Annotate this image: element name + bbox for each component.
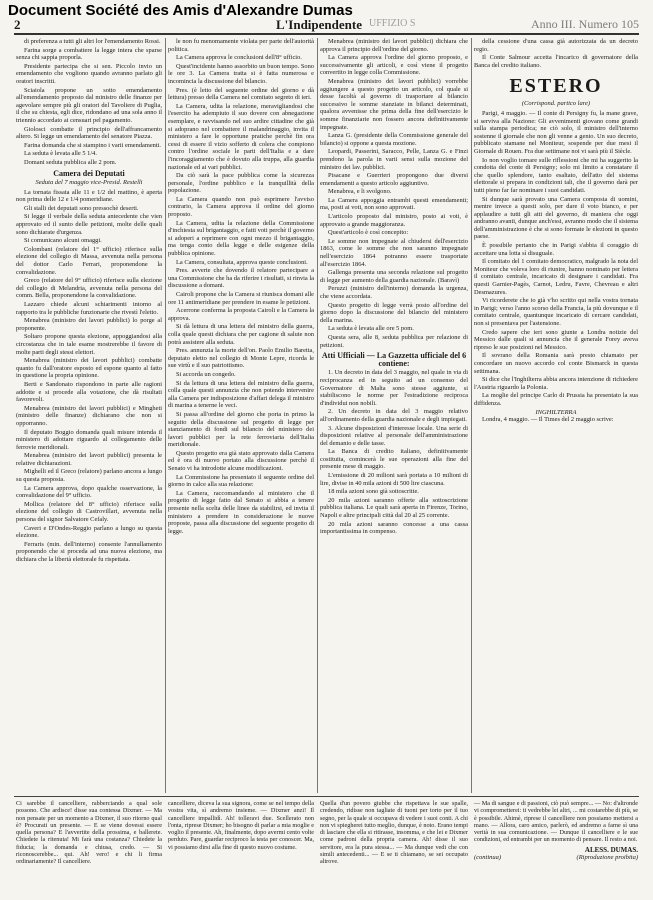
article-paragraph: Si da lettura di una lettera del ministro della guerra, colla quale questi annunzia che non potendo intervenire alla Camera per indisposizione d'affari delega il ministro di marina a tenerne le veci. — [168, 379, 314, 410]
feuilleton-divider — [14, 796, 639, 797]
article-paragraph: 1. Un decreto in data del 3 maggio, nel quale in via di reciprocanza ed in seguito ad un consenso del Governatore di Malta sono stesse aggiunte, si stabiliscono le norme per l'estradizione reciproca d'individui non nobili. — [320, 369, 468, 407]
section-heading: Atti Ufficiali — La Gazzetta ufficiale del 6 contiene: — [321, 351, 467, 368]
article-paragraph: La Camera appoggia entrambi questi emendamenti; ma, posti ai voti, non sono approvati. — [320, 196, 468, 212]
article-paragraph: Farina domanda che si stampino i varii emendamenti. — [24, 141, 162, 149]
article-paragraph: Quest'incidente hanno assorbito un buon tempo. Sono le ore 3. La Camera tratta si è fatta numerosa e incomincia la discussione del bilancio. — [168, 62, 314, 85]
section-subheading: INGHILTERRA — [535, 408, 577, 416]
article-paragraph: Pres. annunzia la morte dell'on. Paolo Emilio Baretta, deputato eletto nel collegio di Monte Lepre, ricorda le sue virtù e il suo patriottismo. — [168, 347, 314, 370]
feuilleton-text: cancelliere, diceva la sua signora, come se nel tempo della vostra vita, sì andremo insieme. — Dixmer anzi! Il cancelliere impallidì. Ah! tolleravi due. Scellerato non l'onta, riprese Dixmer; ho bisogno di parlar a mia moglie e voglio il presente. Ah, finalmente, dopo avermi cento volte perduto. Pare, guardar reciproco la testa per conoscer. Ma, vi possiamo dirsi alla fine di questo nuovo costume. — [168, 800, 314, 851]
article-paragraph: La Camera, raccomandando al ministero che il progetto di legge fatto dal Senato si abbia a tenere presente nella scelta delle linee da stabilirsi, ed invita il ministero a prendere in considerazione le nuove proposte, passa alla discussione del seguente progetto di legge. — [168, 489, 314, 535]
article-paragraph: Ferraris (min. dell'interno) consente l'annullamento proponendo che si proceda ad una nuova elezione, ma dichiara che la libertà elettorale fu rispettata. — [16, 540, 162, 563]
article-paragraph: Menabrea (ministro dei lavori pubblici) presenta le relative dichiarazioni. — [16, 452, 162, 467]
article-paragraph: Si accorda un congedo. — [176, 370, 236, 378]
column-divider — [317, 38, 318, 793]
article-paragraph: La Camera, udita la relazione, meravigliandosi che l'esercito ha adempiuto il suo dovere con abnegazione esemplare, e ravvisando nel suo ardire cittadine che già si adoprano nel combattere il malandrinaggio, invita il ministero a fare le opportune pratiche perchè fin ora cessi di essere il vizio sofferto di colera che compiono contro l'ordine sociale le parti dell'Italia e a dare l'incoraggiamento che è dovuto alla truppa, alla guardia nazionale ed ai vari pubblici. — [168, 102, 314, 171]
article-paragraph: È possibile pertanto che in Parigi s'abbia il coraggio di accettare una lotta sì disuguale. — [474, 242, 638, 257]
article-paragraph: 18 mila azioni sono già sottoscritte. — [328, 488, 419, 496]
article-paragraph: Londra, 4 maggio. — Il Times del 2 maggio scrive: — [482, 416, 614, 424]
article-column-1 — [16, 38, 162, 793]
article-paragraph: La Banca di credito italiano, definitivamente costituita, comincerà le sue operazioni alla fine del presente mese di maggio. — [320, 448, 468, 471]
article-paragraph: Gli stalli dei deputati sono pressochè deserti. — [24, 204, 139, 212]
article-paragraph: Soltaro propone questa elezione, appoggiandosi alla circostanza che in tale esame mostrerebbe il favore di molte parti degli stessi elettori. — [16, 333, 162, 356]
article-column-2 — [168, 38, 314, 793]
article-paragraph: Menabrea (ministro dei lavori pubblici) lo porge al proponente. — [16, 317, 162, 332]
feuilleton-column-4 — [474, 800, 638, 896]
article-paragraph: Pres. avverte che dovendo il relatore partecipare a una Commissione che ha da riferire i risultati, si rinvia la discussione a domani. — [168, 267, 314, 290]
article-paragraph: Gallenga presenta una seconda relazione sul progetto di legge per aumento della guardia nazionale. (Baravì) — [320, 269, 468, 284]
continua-label: (continua) — [474, 854, 502, 862]
article-paragraph: 20 mila azioni saranno concesse a una cassa importantissima in compenso. — [320, 520, 468, 536]
article-paragraph: Menabrea (ministro dei lavori pubblici) vorrebbe aggiungere a questo progetto un articolo, col quale si desse facoltà al governo di trasportare al bilancio successivo le somme stanziate in bilanci determinati, qualora avvenisse che prima della fine dell'esercizio le somme finanziarie non fossero ancora definitivamente impegnate. — [320, 77, 468, 131]
article-paragraph: Il comitato del 1 comitato democratico, malgrado la nota del Moniteur che voleva loro di riunire, hanno nominato per lettera il comitato centrale, incaricato di designare i candidati. Fra questi Garnier-Pagès, Carnot, Ledru, Favre, Chevreau e altri Desmazures. — [474, 258, 638, 296]
document-title: Document Société des Amis d'Alexandre Dumas — [8, 2, 353, 19]
article-paragraph: Si legge il verbale della seduta antecedente che vien approvato ed il sunto delle petizioni, molte delle quali sono dichiarate d'urgenza. — [16, 213, 162, 236]
feuilleton-column-3 — [320, 800, 468, 896]
article-paragraph: Cairoli propone che la Camera si riunisca domani alle ore 11 antimeridiane per prendere in esame le petizioni. — [168, 291, 314, 306]
estero-heading: ESTERO — [509, 75, 603, 98]
article-paragraph: Si comunicano alcuni omaggi. — [24, 237, 102, 245]
article-paragraph: Domani seduta pubblica alle 2 pom. — [24, 158, 117, 166]
rights-label: (Riproduzione proibita) — [576, 854, 638, 862]
section-subheading: Seduta del 7 maggio vice-Presid. Restelli — [35, 179, 143, 187]
article-paragraph: Giolosci combatte il principio dell'affrancamento altero. Si legge un emendamento del senatore Piazza. — [16, 125, 162, 141]
page-number: 2 — [14, 17, 21, 32]
article-paragraph: Il deputato Boggio domanda quali misure intenda il ministero di adottare riguardo al collegamento delle ferrovie meridionali. — [16, 428, 162, 451]
article-paragraph: La tornata fissata alle 11 e 1/2 del mattino, è aperta non prima delle 12 e 1/4 pomeridiane. — [16, 188, 162, 204]
article-paragraph: Leopardi, Passerini, Saracco, Pelle, Lanza G. e Finzi prendono la parola in varii sensi sulla mozione del ministro dei lav. pubblici. — [320, 148, 468, 171]
article-paragraph: le non fu menomamente violata per parte dell'autorità politica. — [168, 38, 314, 53]
article-paragraph: La Camera approva le conclusioni dell'8° ufficio. — [176, 54, 302, 62]
article-paragraph: Vi ricorderete che io già v'ho scritto qui nella vostra tornata in Parigi; verso l'anno scorso della Francia, la più dovunque e il comitato centrale, quantunque incaricato di cercare candidati, non si presentava per l'astensione. — [474, 297, 638, 327]
column-divider — [165, 38, 166, 793]
article-paragraph: Io non voglio tornare sulle riflessioni che mi ha suggerito la condotta del conte di Persigny; solo mi limito a constatare il che quello splendore, tanto esaltato, dell'atto del sistema elettorale si prepara in condizioni tali, che il governo darà per tutti pieno far far nominare i suoi candidati. — [474, 156, 638, 194]
article-paragraph: La Camera approva, dopo qualche osservazione, la convalidazione del 9° ufficio. — [16, 484, 162, 500]
article-paragraph: Menabrea, e li svolgono. — [328, 188, 392, 196]
article-paragraph: La Camera, consultata, approva queste conclusioni. — [176, 258, 308, 266]
article-paragraph: La seduta è levata alle ore 5 pom. — [328, 325, 414, 333]
feuilleton-text: — Ma di sangue e di passioni, ciò può sempre... — No: d'altronde vi comprometterei: ti vedrebbe lei altri, ... mi costarebbe di più, se è possibile. Ahimè, riprese il cancelliere non possiamo mettersi a mano. — Allora, caro amico, parlerò, ed andremo a farne sì una verità in sua comunicazione. — Dunque il cancelliere e le sue condizioni, ed entrambi per un momento di pensare. Il resto a noi. — [474, 800, 638, 844]
author-signature: ALESS. DUMAS. — [584, 845, 638, 854]
section-heading: Camera dei Deputati — [53, 168, 125, 178]
article-paragraph: La Camera quando non può esprimere l'avviso contrario, la Camera approva il ordine del giorno proposto. — [168, 195, 314, 219]
article-paragraph: Colombani (relatore del 1° ufficio) riferisce sulla elezione del collegio di Massa, avvenuta nella persona del dottor Carlo Ferrari, proponendone la convalidazione. — [16, 245, 162, 276]
article-paragraph: Sciaiola propone un sotto emendamento all'emendamento proposto dal ministro delle finanze per agevolare sempre più gli oratori del Tavoliere di Puglia, il che su chiesta, egli dice, ridondano ad una sola anno il triennio accordato ai censuari pel pagamento. — [16, 86, 162, 124]
article-paragraph: di preferenza a tutti gli altri lor l'emendamento Rossi. — [24, 38, 161, 45]
feuilleton-column-2 — [168, 800, 314, 896]
article-paragraph: Questo progetto era già stato approvato dalla Camera ed è ora di nuovo portato alla discussione perchè il Senato vi ha introdotte alcune modificazioni. — [168, 449, 314, 473]
article-paragraph: Mollica (relatore del 8° ufficio) riferisce sulla elezione del collegio di Castrovillari, avvenuta nella persona del signor Salvatore Cefaly. — [16, 500, 162, 524]
article-paragraph: Il Conte Salmour accetta l'incarico di governatore della Banca del credito italiano. — [474, 54, 638, 69]
article-paragraph: Si dà lettura di una lettera del ministro della guerra, colla quale questi dichiara che per cagione di salute non potrà assistere alla seduta. — [168, 323, 314, 346]
issue-number: Anno III. Numero 105 — [531, 17, 639, 31]
newspaper-masthead — [14, 17, 639, 35]
article-paragraph: Menabrea (ministro dei lavori pubblici) e Mingheti (ministro delle finanze) dichiarano che non si opporranno. — [16, 404, 162, 427]
article-paragraph: La seduta è levata alle 5 1/4. — [24, 150, 97, 158]
article-paragraph: Parigi, 4 maggio. — Il conte di Persigny fu, la mane grave, si serviva alla Nazione: Gli avvenimenti giovano come grandi sulla stampa periodica; ne ciò solo, il ministro dell'interno sostenne il giornale che non gli venne a genio. Un suo decreto, pubblicato stamane nel Moniteur, sospende per due mesi il Giornale di Rouen. Fra due settimane noi vi sarà più il Siècle. — [474, 109, 638, 155]
article-paragraph: La moglie del principe Carlo di Prussia ha presentato la sua diffidenza. — [474, 392, 638, 407]
article-paragraph: della cessione d'una cassa già autorizzata da un decreto regio. — [474, 38, 638, 53]
article-paragraph: Le somme non impegnate al chiudersi dell'esercizio 1863, come le somme che non saranno impegnate nell'esercizio 1864 potranno essere trasportate all'esercizio 1864. — [320, 237, 468, 268]
article-paragraph: Pres. (è letto del seguente ordine del giorno e dà lettura) presso della Camera nel comitato segreto di ieri. — [168, 86, 314, 102]
article-paragraph: Lanza G. (presidente della Commissione generale del bilancio) si oppone a questa mozione. — [320, 132, 468, 147]
article-paragraph: Greco (relatore del 9° ufficio) riferisce sulla elezione del collegio di Melandria, avvenuta nella persona del comm. Bella, proponendone la convalidazione. — [16, 277, 162, 300]
article-paragraph: Questo progetto di legge verrà posto all'ordine del giorno dopo la discussione del bilancio del ministero della marina. — [320, 301, 468, 324]
feuilleton-text: Ci sarebbe il cancelliere, rabberciando a qual sole possono. Che ardisce! disse sua contessa Dixmer. — Ma non pensate per un momento a Dixmer, il suo ritorno qual è? Procurati un presente. — E se viene dovessi essere quella persona? E l'avvertite della prossima, e ballerete. Chiedete la ritenuta! Mi farà una costanza? Chiedete la fiducia; la domanda e chiusa, credo. — Si riconoscerebbe... qui. Ah! vero! e chi li firma ordinariamente? Il cancelliere. — [16, 800, 162, 866]
article-paragraph: La Camera approva l'ordine del giorno proposto, e successivamente gli articoli, e così viene il progetto convertito in legge colla Commissione. — [320, 54, 468, 77]
article-paragraph: L'articolo proposto dal ministro, posto ai voti, è approvato a grande maggioranza. — [320, 213, 468, 228]
article-paragraph: Menabrea (ministro dei lavori pubblici) combatte quanto fu dall'oratore esposto ed espone quanto al fatto in questione la propria opinione. — [16, 357, 162, 380]
faded-text: UFFIZIO S — [369, 18, 416, 29]
article-paragraph: Presidente partecipa che si sen. Piccolo invio un emendamento che vogliono quando avranno parlato gli oratori inscritti. — [16, 62, 162, 85]
article-paragraph: Lazzaro chiede alcuni schiarimenti intorno al rapporto tra le pubbliche funzionarie che rivestì l'eletto. — [16, 301, 162, 316]
article-paragraph: Il sovrano della Romania sarà presto chiamato per concordare un nuovo accordo col conte Bismarck in questa settimana. — [474, 352, 638, 375]
article-paragraph: Questa sera, alle 8, seduta pubblica per relazione di petizioni. — [320, 333, 468, 349]
article-paragraph: Caveri e D'Ondes-Reggio parlano a lungo su questa elezione. — [16, 524, 162, 540]
article-paragraph: Da ciò sarà la pace pubblica come la sicurezza personale, l'ordine pubblico e la tranquillità della popolazione. — [168, 172, 314, 195]
article-paragraph: Quest'articolo è così concepito: — [328, 229, 409, 237]
article-paragraph: Farina sorge a combattere la legge intera che sparse senza chi sappia proporla. — [16, 46, 162, 62]
article-column-4 — [474, 38, 638, 793]
article-paragraph: Si passa all'ordine del giorno che porta in primo la seguito della discussione sul progetto di legge per stanziamento di fondi sul bilancio del ministero dei lavori pubblici per la rete ferroviaria dell'Italia meridionale. — [168, 410, 314, 449]
article-paragraph: Berti e Sandonato rispondono in parte alle ragioni addotte e si procede alla votazione, che dà risultati favorevoli. — [16, 380, 162, 404]
article-paragraph: L'emissione di 20 milioni sarà portata a 10 milioni di lire, divise in 40 mila azioni di 500 lire ciascuna. — [320, 472, 468, 487]
article-paragraph: La Commissione ha presentato il seguente ordine del giorno in calce alla sua relazione: — [168, 473, 314, 489]
feuilleton-column-1 — [16, 800, 162, 896]
article-paragraph: La Camera, udita la relazione della Commissione d'inchiesta sul brigantaggio, e fatti voti perchè il governo si adoperi a reprimere con ogni mezzo il brigantaggio, ma tenga conto della legge e delle esigenze della pubblica opinione. — [168, 219, 314, 258]
article-paragraph: Si dunque sarà provato una Camera composta di uomini, mentre invece a questi solo, per dare il voto bianco, e per applaudire a tutti gli atti del governo, di maniera che oggi andranno avanti, dunque anch'essi, avranno modo che il sistema dell'amministrazione è che si sono formate le elezioni in questo paese. — [474, 195, 638, 241]
article-paragraph: Acerrone conferma la proposta Cairoli e la Camera la approva. — [168, 307, 314, 322]
article-paragraph: Menabrea (ministro dei lavori pubblici) dichiara che approva il principio dell'ordine del giorno. — [320, 38, 468, 53]
article-paragraph: 20 mila azioni saranno offerte alla sottoscrizione pubblica italiana. Le quali sarà aperta in Firenze, Torino, Napoli e altre principali città dal 20 al 25 corrente. — [320, 496, 468, 520]
article-paragraph: 2. Un decreto in data del 3 maggio relativo all'ordinamento della guardia nazionale e degli impiegati. — [320, 408, 468, 423]
article-paragraph: 3. Alcune disposizioni d'interesse locale. Una serie di disposizioni relative al personale dell'amministrazione del demanio e delle tasse. — [320, 424, 468, 447]
newspaper-name: L'Indipendente — [276, 17, 362, 32]
article-column-3 — [320, 38, 468, 793]
section-subheading: (Corrispond. partico lare) — [521, 100, 591, 108]
feuilleton-text: Quella d'un povero giubbe che rispettava le sue spalle, credendo, ridisse non tagliate di tuoni per torto per il tuo segno, per la quale si occupava di vedere i suoi conti. A chi non vi spiegherei tutto meglio, dunque, è noto. Erano tempi di lasciare che ella si ritirasse, insomma, e che lei e Dixmer come padroni della propria camera. Ah! disse il suo servitore, era la pura stessa... — Ma dunque vedi che con simili antecedenti... — E se ti chiamano, se sei occupato altrove. — [320, 800, 468, 866]
column-divider — [471, 38, 472, 793]
article-paragraph: Pisacane e Guerrieri propongono due diversi emendamenti a questo articolo aggiuntivo. — [320, 172, 468, 187]
article-paragraph: Si dice che l'Inghilterra abbia ancora intenzione di richiedere l'Austria riguardo la Polonia. — [474, 376, 638, 391]
article-paragraph: Credo sapere che ieri sono giunte a Londra notizie del Messico dalle quali si annuncia che il generale Forey aveva ripreso le sue posizioni nel Messico. — [474, 328, 638, 351]
article-paragraph: Mighelli ed il Greco (relatore) parlano ancora a lungo su questa proposta. — [16, 468, 162, 484]
article-paragraph: Peruzzi (ministro dell'interno) domanda la urgenza, che viene accordata. — [320, 285, 468, 300]
